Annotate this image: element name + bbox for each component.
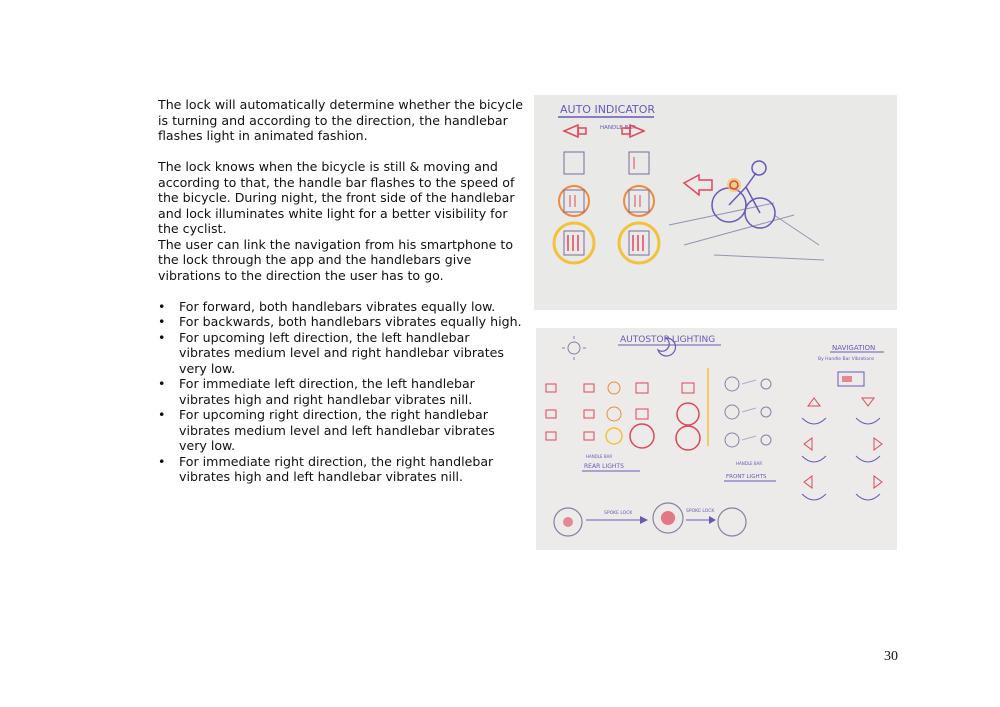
list-item: • For upcoming left direction, the left handlebar vibrates medium level and right handlebar vibrates very low. [158, 330, 523, 377]
list-item: • For immediate left direction, the left handlebar vibrates high and right handlebar vibrates nill. [158, 376, 523, 407]
sketch-title: AUTO INDICATOR [560, 103, 656, 116]
paragraph-gap [158, 144, 523, 160]
vibration-list [158, 299, 523, 485]
spoke-lock-label: SPOKE LOCK [686, 509, 715, 514]
rear-label-line1: HANDLE BAR [586, 454, 613, 459]
rear-label-line2: REAR LIGHTS [584, 463, 624, 470]
navigation-subtitle: By Handle Bar Vibrations [818, 357, 875, 362]
front-label-line2: FRONT LIGHTS [726, 474, 767, 480]
list-item: • For forward, both handlebars vibrates equally low. [158, 299, 523, 315]
paragraph-navigation: The user can link the navigation from his smartphone to the lock through the app and the handlebars give vibrations to the direction the user has to go. [158, 236, 514, 283]
paragraph-gap [158, 283, 523, 299]
paragraph-speed-lighting: The lock knows when the bicycle is still & moving and according to that, the handle bar flashes to the speed of the bicycle. During night, the front side of the handlebar and lock illuminates white light for a better visibility for the cyclist. [158, 159, 515, 236]
page-number: 30 [884, 649, 898, 664]
body-text [158, 97, 523, 485]
spoke-lock-label: SPOKE LOCK [604, 511, 633, 516]
navigation-title: NAVIGATION [832, 344, 876, 352]
list-item: • For immediate right direction, the right handlebar vibrates high and left handlebar vibrates nill. [158, 454, 523, 485]
list-item: • For backwards, both handlebars vibrates equally high. [158, 314, 523, 330]
list-item: • For upcoming right direction, the right handlebar vibrates medium level and left handlebar vibrates very low. [158, 407, 523, 454]
front-label-line1: HANDLE BAR [736, 461, 763, 466]
paragraph-auto-indicator: The lock will automatically determine whether the bicycle is turning and according to the direction, the handlebar flashes light in animated fashion. [158, 97, 523, 143]
sketch-subtitle: HANDLE BAR [600, 125, 636, 131]
autostop-navigation-sketch [536, 328, 897, 550]
auto-indicator-sketch [534, 95, 897, 310]
sketch-title: AUTOSTOP LIGHTING [620, 335, 716, 345]
